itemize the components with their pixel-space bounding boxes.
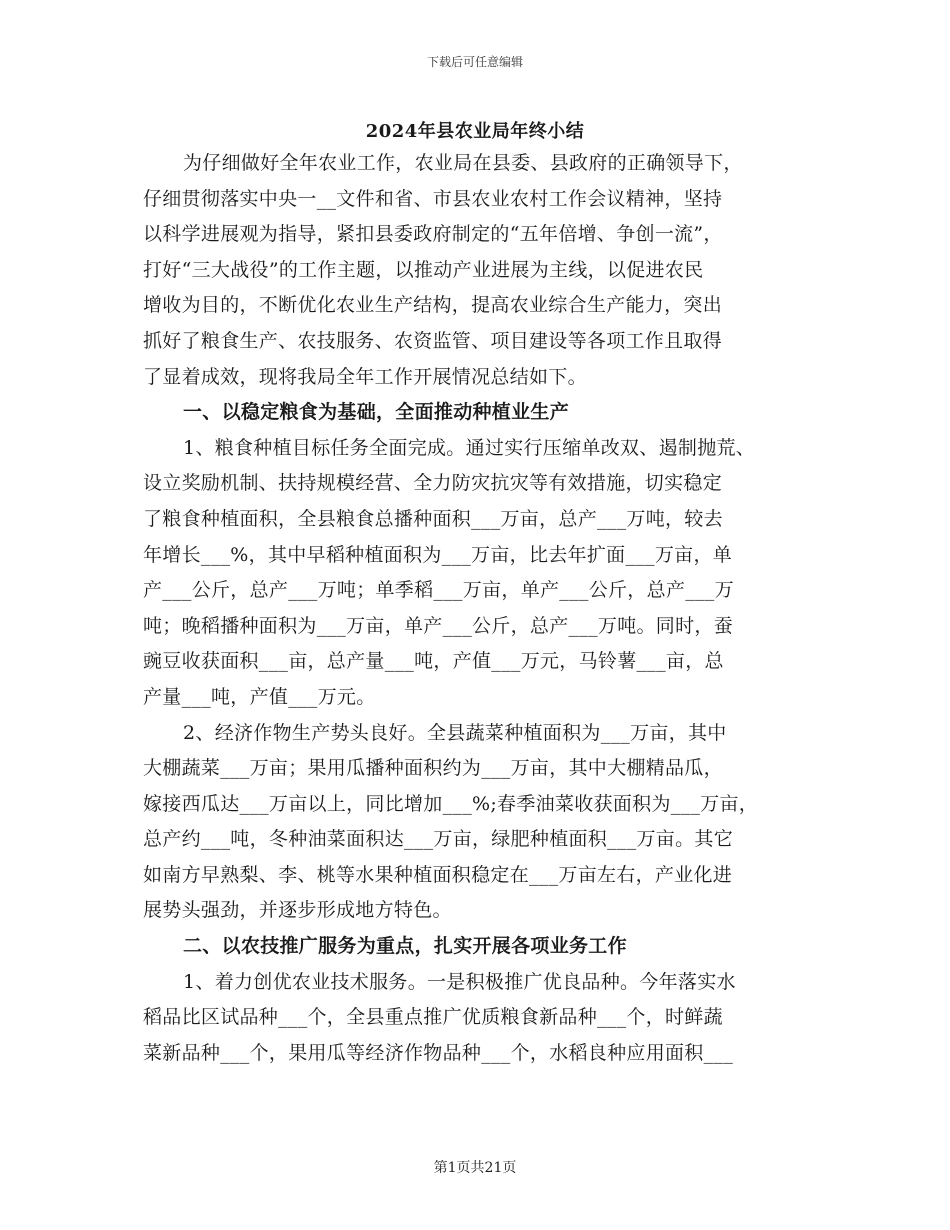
- paragraph-line: 菜新品种___个，果用瓜等经济作物品种___个，水稻良种应用面积___: [143, 1041, 734, 1064]
- paragraph-line: 设立奖励机制、扶持规模经营、全力防灾抗灾等有效措施，切实稳定: [143, 472, 723, 495]
- paragraph-line: 总产约___吨，冬种油菜面积达___万亩，绿肥种植面积___万亩。其它: [143, 828, 734, 851]
- paragraph-line: 展势头强劲，并逐步形成地方特色。: [143, 899, 452, 922]
- paragraph-line: 如南方早熟梨、李、桃等水果种植面积稳定在___万亩左右，产业化进: [143, 863, 733, 886]
- page-number-footer: 第1页共21页: [433, 1160, 517, 1176]
- paragraph-line: 抓好了粮食生产、农技服务、农资监管、项目建设等各项工作且取得: [143, 329, 723, 352]
- paragraph-line: 打好“三大战役”的工作主题，以推动产业进展为主线，以促进农民: [143, 258, 704, 281]
- paragraph-line: 增收为目的，不断优化农业生产结构，提高农业综合生产能力，突出: [143, 294, 723, 317]
- paragraph-line: 产___公斤，总产___万吨；单季稻___万亩，单产___公斤，总产___万: [143, 579, 734, 602]
- paragraph-line: 稻品比区试品种___个，全县重点推广优质粮食新品种___个，时鲜蔬: [143, 1006, 723, 1029]
- paragraph-line: 豌豆收获面积___亩，总产量___吨，产值___万元，马铃薯___亩，总: [143, 650, 724, 673]
- paragraph-line: 了粮食种植面积，全县粮食总播种面积___万亩，总产___万吨，较去: [143, 507, 723, 530]
- paragraph-line: 了显着成效，现将我局全年工作开展情况总结如下。: [143, 365, 587, 388]
- paragraph-line: 2、经济作物生产势头良好。全县蔬菜种植面积为___万亩，其中: [183, 721, 727, 744]
- paragraph-line: 以科学进展观为指导，紧扣县委政府制定的“五年倍增、争创一流”，: [143, 223, 723, 246]
- document-title: 2024年县农业局年终小结: [365, 121, 585, 142]
- paragraph-line: 嫁接西瓜达___万亩以上，同比增加___%;春季油菜收获面积为___万亩，: [143, 792, 759, 815]
- paragraph-line: 仔细贯彻落实中央一__文件和省、市县农业农村工作会议精神，坚持: [143, 187, 723, 210]
- section-heading: 一、以稳定粮食为基础，全面推动种植业生产: [183, 401, 570, 424]
- document-body: [143, 146, 823, 1071]
- paragraph-line: 大棚蔬菜___万亩；果用瓜播种面积约为___万亩，其中大棚精品瓜，: [143, 757, 723, 780]
- page-header-note: 下载后可任意编辑: [426, 55, 523, 69]
- section-heading: 二、以农技推广服务为重点，扎实开展各项业务工作: [183, 935, 627, 958]
- paragraph-line: 1、粮食种植目标任务全面完成。通过实行压缩单改双、遏制抛荒、: [183, 436, 756, 459]
- paragraph-line: 年增长___%，其中早稻种植面积为___万亩，比去年扩面___万亩，单: [143, 543, 733, 566]
- paragraph-line: 为仔细做好全年农业工作，农业局在县委、县政府的正确领导下，: [183, 152, 743, 174]
- paragraph-line: 产量___吨，产值___万元。: [143, 685, 376, 708]
- paragraph-line: 吨；晚稻播种面积为___万亩，单产___公斤，总产___万吨。同时，蚕: [143, 614, 734, 637]
- paragraph-line: 1、着力创优农业技术服务。一是积极推广优良品种。今年落实水: [183, 970, 736, 993]
